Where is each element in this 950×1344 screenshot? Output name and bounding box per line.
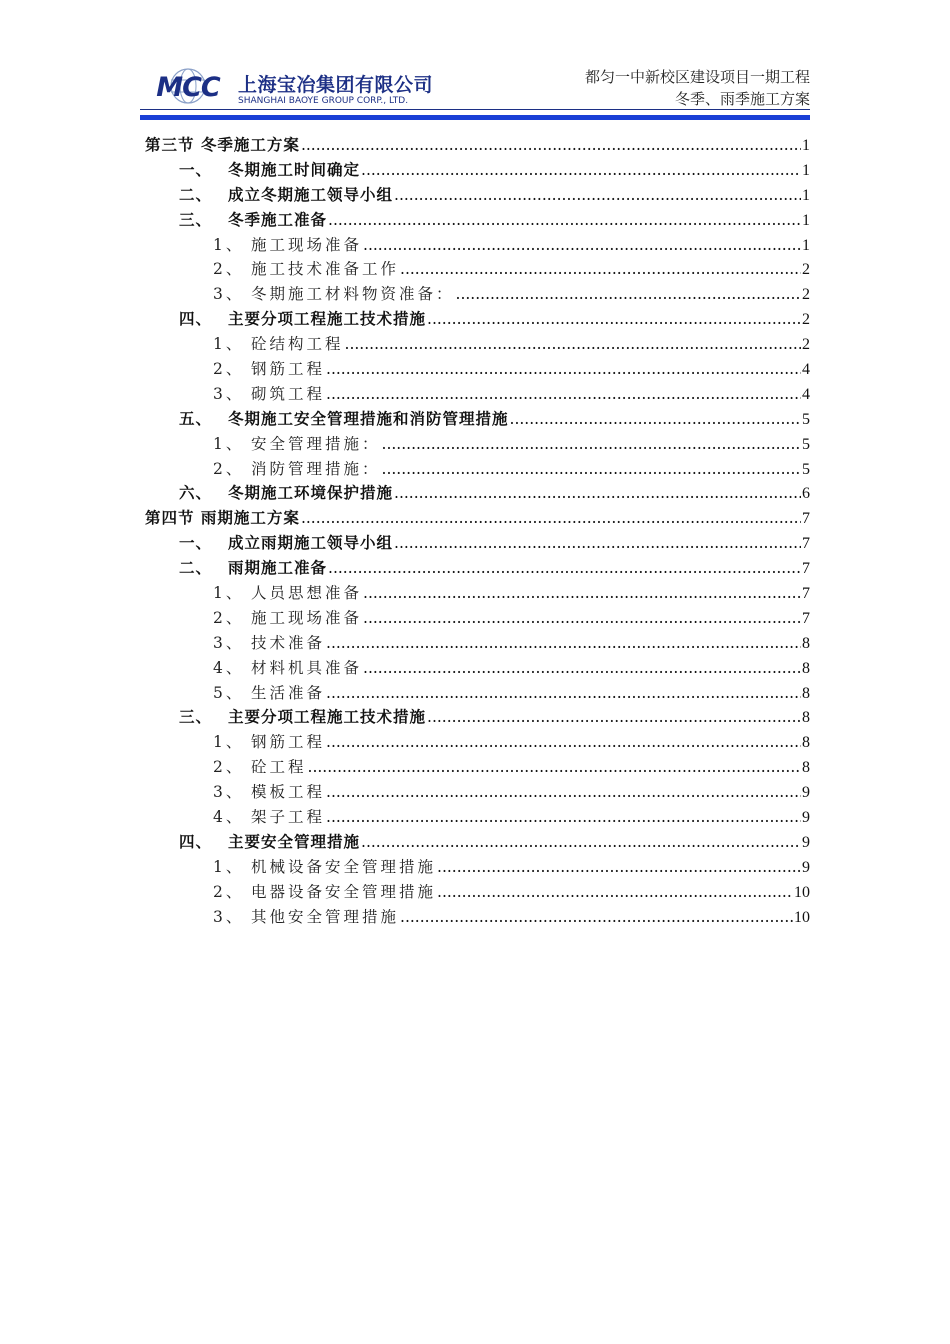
toc-entry-index: 二、 [179,184,213,204]
toc-entry-title: 冬期施工时间确定 [228,159,361,179]
toc-entry-label [179,481,393,503]
toc-entry-label [179,531,393,553]
toc-entry[interactable] [145,755,810,780]
toc-entry-title: 雨期施工准备 [228,558,328,578]
toc-entry-title: 砼工程 [251,758,307,777]
toc-entry-label [213,755,307,777]
toc-entry-index: 三、 [179,707,213,727]
toc-page-number: 1 [802,186,810,204]
toc-entry-title: 钢筋工程 [251,360,326,379]
toc-entry[interactable] [145,905,810,930]
toc-page-number: 2 [802,261,810,279]
toc-entry[interactable] [145,730,810,755]
toc-entry-title: 其他安全管理措施 [251,907,400,926]
toc-leader-dots [400,908,793,926]
toc-entry-label [213,631,325,653]
toc-entry-label [213,805,325,827]
company-name-en: SHANGHAI BAOYE GROUP CORP., LTD. [238,96,409,106]
toc-entry-title: 安全管理措施： [251,434,381,453]
toc-entry-title: 钢筋工程 [251,733,326,752]
toc-leader-dots [326,385,801,403]
toc-page-number: 4 [802,361,810,379]
toc-leader-dots [326,783,801,801]
toc-entry-label [145,133,300,155]
toc-entry-label [179,830,360,852]
toc-entry-label [213,357,325,379]
toc-entry[interactable] [145,432,810,457]
toc-entry-title: 机械设备安全管理措施 [251,857,437,876]
toc-entry[interactable] [145,531,810,556]
toc-entry[interactable] [145,606,810,631]
toc-entry-index: 3、 [213,907,245,926]
toc-entry-title: 电器设备安全管理措施 [251,882,437,901]
toc-leader-dots [326,684,801,702]
toc-entry-index: 2、 [213,608,245,627]
toc-entry-index: 1、 [213,235,245,254]
toc-page-number: 8 [802,709,810,727]
toc-entry-index: 四、 [179,831,213,851]
toc-entry-title: 雨期施工方案 [200,508,300,528]
toc-entry-label [213,780,325,802]
toc-entry-title: 主要安全管理措施 [228,831,361,851]
toc-entry-index: 3、 [213,384,245,403]
toc-entry-title: 成立雨期施工领导小组 [228,533,394,553]
mcc-logo-icon [148,66,228,106]
toc-entry-label [213,855,436,877]
toc-entry[interactable] [145,307,810,332]
toc-entry[interactable] [145,556,810,581]
toc-entry-label [179,705,426,727]
toc-page-number: 10 [794,883,810,901]
toc-page-number: 8 [802,734,810,752]
toc-page-number: 8 [802,684,810,702]
toc-entry[interactable] [145,581,810,606]
toc-page-number: 8 [802,634,810,652]
toc-entry-index: 3、 [213,783,245,802]
project-title [585,66,810,110]
toc-entry-title: 主要分项工程施工技术措施 [228,707,427,727]
toc-entry-title: 冬期施工安全管理措施和消防管理措施 [228,408,509,428]
toc-page-number: 2 [802,311,810,329]
toc-entry-label [213,382,325,404]
toc-entry[interactable] [145,357,810,382]
toc-entry-title: 施工现场准备 [251,608,363,627]
toc-page-number: 5 [802,410,810,428]
toc-page-number: 5 [802,460,810,478]
toc-leader-dots [361,161,801,179]
toc-entry-index: 4、 [213,808,245,827]
toc-entry-label [213,681,325,703]
toc-leader-dots [427,310,801,328]
toc-entry[interactable] [145,282,810,307]
toc-leader-dots [345,335,801,353]
toc-entry[interactable] [145,208,810,233]
toc-page-number: 7 [802,609,810,627]
toc-entry-label [179,183,393,205]
toc-page-number: 8 [802,759,810,777]
toc-entry-title: 模板工程 [251,783,326,802]
header-rule-thick [140,115,810,120]
toc-page-number: 9 [802,858,810,876]
toc-entry-index: 第三节 [145,135,195,154]
toc-entry[interactable] [145,158,810,183]
toc-leader-dots [510,410,801,428]
toc-entry[interactable] [145,233,810,258]
toc-page-number: 7 [802,560,810,578]
toc-entry-title: 消防管理措施： [251,459,381,478]
toc-entry-index: 五、 [179,408,213,428]
toc-page-number: 9 [802,833,810,851]
toc-entry-index: 1、 [213,434,245,453]
toc-page-number: 7 [802,535,810,553]
toc-leader-dots [301,509,801,527]
toc-leader-dots [437,883,793,901]
toc-page-number: 6 [802,485,810,503]
toc-entry[interactable] [145,656,810,681]
toc-entry-label [213,880,436,902]
toc-leader-dots [456,285,801,303]
toc-leader-dots [328,211,801,229]
toc-entry-index: 第四节 [145,508,195,528]
toc-entry-index: 5、 [213,683,245,702]
toc-entry[interactable] [145,631,810,656]
toc-entry-label [213,257,399,279]
toc-entry[interactable] [145,382,810,407]
toc-entry-title: 成立冬期施工领导小组 [228,184,394,204]
toc-entry[interactable] [145,705,810,730]
toc-entry-index: 三、 [179,209,213,229]
toc-entry-title: 砌筑工程 [251,384,326,403]
toc-page-number: 10 [794,908,810,926]
toc-page-number: 7 [802,510,810,528]
toc-entry-index: 2、 [213,459,245,478]
toc-entry-index: 3、 [213,285,245,304]
toc-entry-index: 3、 [213,633,245,652]
toc-entry-index: 二、 [179,558,213,578]
toc-entry[interactable] [145,183,810,208]
toc-entry-label [213,282,455,304]
toc-page-number: 1 [802,161,810,179]
toc-entry-title: 施工技术准备工作 [251,260,400,279]
toc-entry-title: 施工现场准备 [251,235,363,254]
toc-entry-index: 一、 [179,533,213,553]
toc-leader-dots [363,609,801,627]
toc-page-number: 9 [802,784,810,802]
toc-leader-dots [301,136,801,154]
toc-leader-dots [394,484,801,502]
toc-entry-title: 冬季施工准备 [228,209,328,229]
toc-entry-label [213,606,362,628]
toc-entry-index: 2、 [213,758,245,777]
page-header [140,60,810,120]
toc-entry-title: 冬期施工环境保护措施 [228,483,394,503]
toc-leader-dots [394,186,801,204]
toc-entry[interactable] [145,481,810,506]
toc-leader-dots [363,236,801,254]
toc-entry-label [213,233,362,255]
toc-entry-title: 冬期施工材料物资准备： [251,285,455,304]
table-of-contents [145,133,810,930]
toc-entry-index: 2、 [213,360,245,379]
toc-page-number: 5 [802,435,810,453]
toc-entry[interactable] [145,805,810,830]
toc-entry-index: 1、 [213,733,245,752]
toc-entry-index: 一、 [179,159,213,179]
toc-entry-title: 生活准备 [251,683,326,702]
toc-leader-dots [382,460,801,478]
toc-entry[interactable] [145,457,810,482]
toc-leader-dots [326,808,801,826]
toc-leader-dots [326,634,801,652]
toc-entry-label [213,332,344,354]
toc-entry-title: 人员思想准备 [251,584,363,603]
toc-page-number: 1 [802,137,810,154]
toc-entry-index: 4、 [213,658,245,677]
toc-entry-title: 技术准备 [251,633,326,652]
toc-entry[interactable] [145,407,810,432]
toc-leader-dots [382,435,801,453]
toc-leader-dots [328,559,801,577]
toc-entry-index: 2、 [213,260,245,279]
company-name-cn: 上海宝冶集团有限公司 [238,74,434,96]
toc-entry[interactable] [145,506,810,531]
toc-leader-dots [400,260,801,278]
toc-entry-label [145,506,300,528]
toc-page-number: 1 [802,211,810,229]
toc-entry-index: 2、 [213,882,245,901]
toc-entry[interactable] [145,830,810,855]
toc-entry-label [179,307,426,329]
header-rule-thin [140,109,810,110]
toc-leader-dots [326,733,801,751]
toc-leader-dots [363,584,801,602]
toc-entry-label [213,905,399,927]
toc-leader-dots [308,758,801,776]
toc-entry-title: 架子工程 [251,808,326,827]
project-name: 都匀一中新校区建设项目一期工程 [584,68,810,86]
toc-entry[interactable] [145,780,810,805]
toc-entry-label [213,656,362,678]
toc-entry-label [179,556,327,578]
toc-entry-label [213,457,381,479]
toc-entry-index: 1、 [213,584,245,603]
document-subtitle: 冬季、雨季施工方案 [674,90,810,108]
toc-entry[interactable] [145,257,810,282]
toc-leader-dots [361,833,801,851]
toc-entry-label [213,730,325,752]
toc-entry-title: 材料机具准备 [251,658,363,677]
toc-page-number: 4 [802,385,810,403]
toc-entry[interactable] [145,880,810,905]
toc-entry-label [213,432,381,454]
toc-page-number: 9 [802,809,810,827]
toc-page-number: 8 [802,659,810,677]
company-logo [148,66,434,110]
toc-entry[interactable] [145,332,810,357]
toc-entry-label [179,158,360,180]
toc-entry-index: 1、 [213,857,245,876]
toc-entry[interactable] [145,133,810,158]
toc-page-number: 7 [802,585,810,603]
toc-leader-dots [394,534,801,552]
toc-page-number: 2 [802,286,810,304]
toc-entry-title: 砼结构工程 [251,335,344,354]
svg-text:MCC: MCC [156,72,220,103]
toc-entry-index: 六、 [179,483,213,503]
toc-page-number: 1 [802,236,810,254]
toc-entry[interactable] [145,681,810,706]
toc-leader-dots [326,360,801,378]
toc-leader-dots [437,858,801,876]
toc-entry-label [179,208,327,230]
toc-entry[interactable] [145,855,810,880]
toc-entry-label [213,581,362,603]
toc-entry-index: 四、 [179,309,213,329]
toc-entry-title: 主要分项工程施工技术措施 [228,309,427,329]
toc-leader-dots [427,708,801,726]
toc-leader-dots [363,659,801,677]
toc-entry-index: 1、 [213,335,245,354]
toc-entry-title: 冬季施工方案 [200,135,300,154]
toc-entry-label [179,407,509,429]
toc-page-number: 2 [802,336,810,354]
